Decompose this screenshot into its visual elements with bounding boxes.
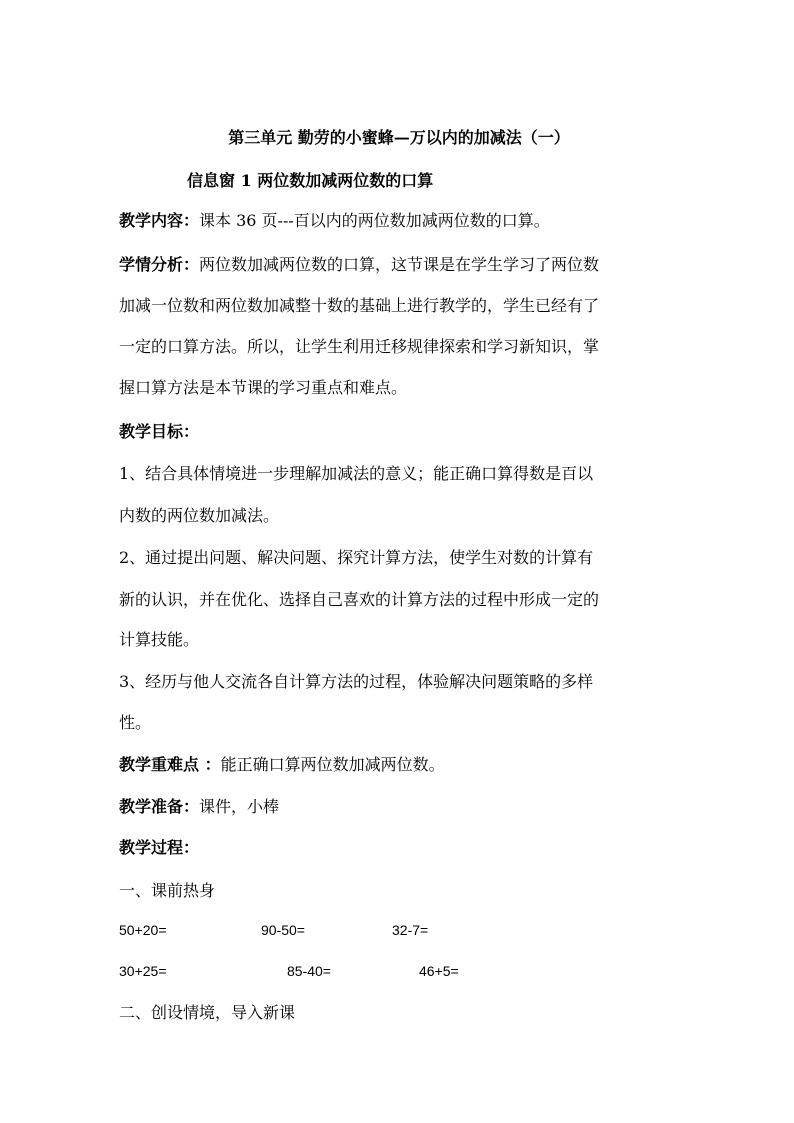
key-points-text: 能正确口算两位数加减两位数。 (220, 755, 445, 774)
goal-2-line-2: 新的认识，并在优化、选择自己喜欢的计算方法的过程中形成一定的 (119, 590, 600, 609)
key-points-line (119, 755, 679, 775)
goal-1-line-1: 1、结合具体情境进一步理解加减法的意义；能正确口算得数是百以 (119, 464, 594, 483)
goal-3-line-1: 3、经历与他人交流各自计算方法的过程，体验解决问题策略的多样 (119, 672, 594, 691)
document-title: 第三单元 勤劳的小蜜蜂—万以内的加减法（一） (228, 128, 570, 147)
goal-1-line-2: 内数的两位数加减法。 (119, 506, 280, 525)
teaching-content-label: 教学内容： (119, 211, 200, 230)
document-subtitle: 信息窗 1 两位数加减两位数的口算 (187, 171, 434, 190)
exercise-5: 85-40= (287, 963, 331, 979)
exercise-6: 46+5= (419, 963, 459, 979)
goal-3-line-2: 性。 (119, 713, 152, 732)
analysis-line-1 (119, 255, 679, 275)
teaching-content-line (119, 211, 679, 231)
goal-2-line-3: 计算技能。 (119, 630, 200, 649)
analysis-line-3: 一定的口算方法。所以，让学生利用迁移规律探索和学习新知识，掌 (119, 337, 600, 356)
section-warmup: 一、课前热身 (119, 881, 216, 900)
analysis-label: 学情分析： (119, 255, 200, 274)
analysis-line-2: 加减一位数和两位数加减整十数的基础上进行教学的，学生已经有了 (119, 296, 600, 315)
preparation-label: 教学准备： (119, 797, 200, 816)
exercise-3: 32-7= (392, 922, 429, 938)
preparation-line (119, 797, 679, 817)
exercise-1: 50+20= (119, 922, 167, 938)
section-introduction: 二、创设情境，导入新课 (119, 1003, 296, 1022)
preparation-text: 课件，小棒 (199, 797, 280, 816)
analysis-line-4: 握口算方法是本节课的学习重点和难点。 (119, 378, 408, 397)
goals-label: 教学目标： (119, 422, 200, 441)
key-points-label: 教学重难点 ： (119, 755, 221, 774)
exercise-4: 30+25= (119, 963, 167, 979)
teaching-content-text: 课本 36 页---百以内的两位数加减两位数的口算。 (199, 211, 550, 230)
process-label: 教学过程： (119, 838, 200, 857)
analysis-text-1: 两位数加减两位数的口算，这节课是在学生学习了两位数 (199, 255, 600, 274)
exercise-2: 90-50= (261, 922, 305, 938)
goal-2-line-1: 2、通过提出问题、解决问题、探究计算方法，使学生对数的计算有 (119, 548, 594, 567)
